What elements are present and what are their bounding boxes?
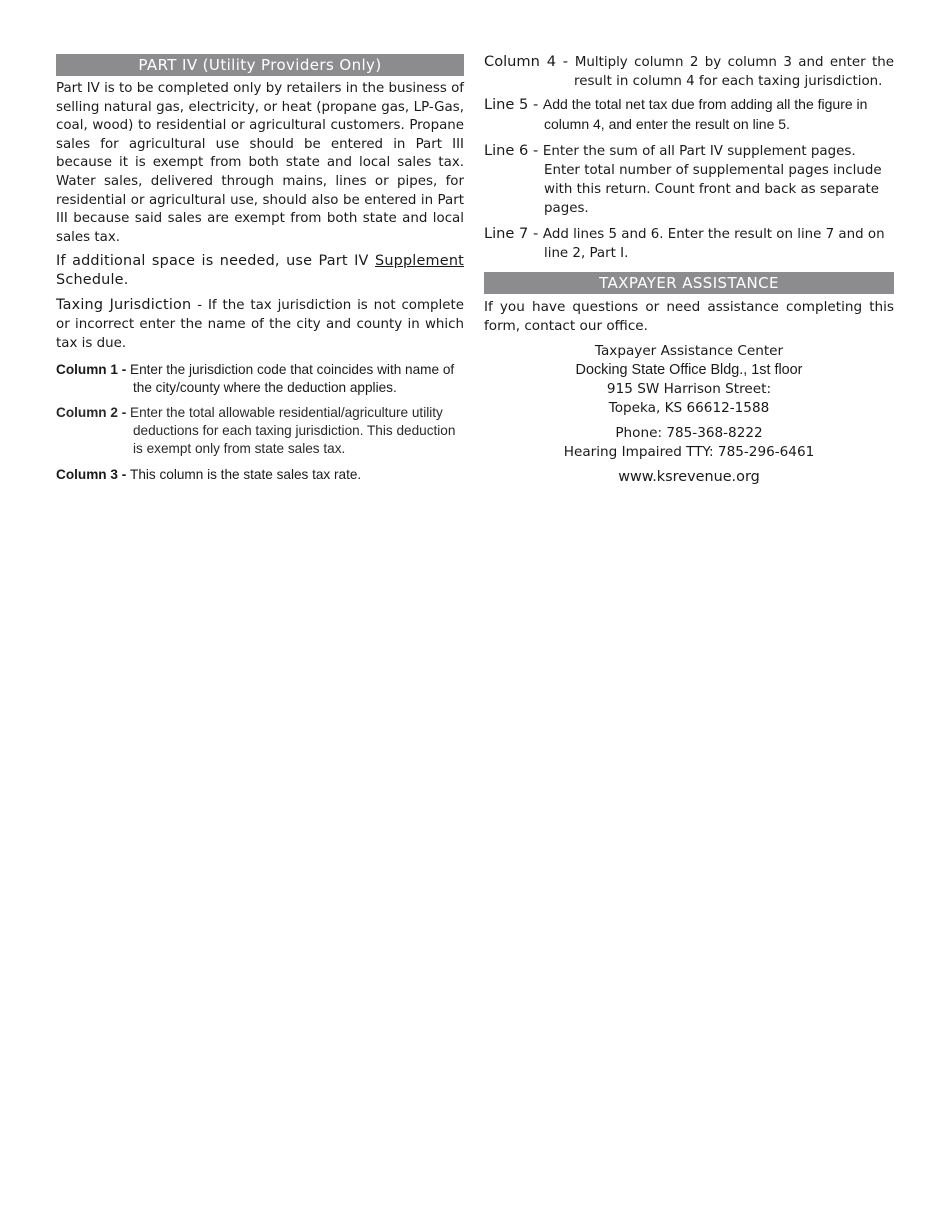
website-link[interactable]: www.ksrevenue.org <box>618 469 760 485</box>
assistance-tty: Hearing Impaired TTY: 785-296-6461 <box>563 444 815 460</box>
line-7-text: Add lines 5 and 6. Enter the result on line 7 and on line 2, Part I. <box>542 227 885 261</box>
line-6-instruction <box>484 141 894 218</box>
taxing-jurisdiction-text: - If the tax jurisdiction is not complete or incorrect enter the name of the city and county in which tax is due. <box>56 298 464 351</box>
supplement-word: Supplement <box>374 253 464 270</box>
taxing-jurisdiction-note <box>56 296 464 353</box>
column-1-text: Enter the jurisdiction code that coincides with name of the city/county where the deduction applies. <box>130 362 455 396</box>
column-2-instruction <box>56 404 464 458</box>
line-5-instruction <box>484 95 894 135</box>
column-3-instruction <box>56 466 464 484</box>
line-6-text: Enter the sum of all Part IV supplement pages. Enter total number of supplemental pages include with this return. Count front and back as separate pages. <box>542 144 882 216</box>
assistance-address-block <box>484 342 894 487</box>
assistance-street: 915 SW Harrison Street: <box>606 381 772 397</box>
column-4-label: Column 4 - <box>484 53 575 70</box>
additional-space-note <box>56 252 464 290</box>
taxpayer-assistance-header: TAXPAYER ASSISTANCE <box>484 272 894 294</box>
line-7-label: Line 7 - <box>484 225 543 242</box>
assistance-center-name: Taxpayer Assistance Center <box>594 343 784 359</box>
column-2-label: Column 2 - <box>56 405 131 421</box>
schedule-word: Schedule. <box>56 272 129 289</box>
column-3-text: This column is the state sales tax rate. <box>130 467 362 483</box>
line-7-instruction <box>484 224 894 263</box>
column-1-label: Column 1 - <box>56 362 131 378</box>
part4-intro: Part IV is to be completed only by retailers in the business of selling natural gas, electricity, or heat (propane gas, LP-Gas, coal, wood) to residential or agricultural customers. Propane sales for agricultural use should be entered in Part III because it is exempt from both state and local sales tax. Water sales, delivered through mains, lines or pipes, for residential or agricultural use, should also be entered in Part III because said sales are exempt from both state and local sales tax. <box>56 81 464 245</box>
additional-space-text: If additional space is needed, use Part IV <box>56 253 375 270</box>
column-1-instruction <box>56 361 464 397</box>
assistance-intro <box>484 298 894 336</box>
column-2-text: Enter the total allowable residential/agriculture utility deductions for each taxing jurisdiction. This deduction is exempt only from state sales tax. <box>130 405 456 457</box>
column-3-label: Column 3 - <box>56 467 131 483</box>
column-4-text: Multiply column 2 by column 3 and enter the result in column 4 for each taxing jurisdiction. <box>574 55 894 89</box>
assistance-building: Docking State Office Bldg., 1st floor <box>575 362 803 378</box>
line-5-text: Add the total net tax due from adding all the figure in column 4, and enter the result on line 5. <box>542 96 868 132</box>
right-column <box>484 52 894 487</box>
assistance-intro-text: If you have questions or need assistance completing this form, contact our office. <box>484 299 894 334</box>
line-5-label: Line 5 - <box>484 96 543 113</box>
left-column <box>56 54 464 484</box>
part4-header: PART IV (Utility Providers Only) <box>56 54 464 76</box>
assistance-city: Topeka, KS 66612-1588 <box>608 400 770 416</box>
line-6-label: Line 6 - <box>484 142 543 159</box>
assistance-phone: Phone: 785-368-8222 <box>615 425 763 441</box>
taxing-jurisdiction-label: Taxing Jurisdiction <box>56 297 192 314</box>
column-4-instruction <box>484 52 894 91</box>
